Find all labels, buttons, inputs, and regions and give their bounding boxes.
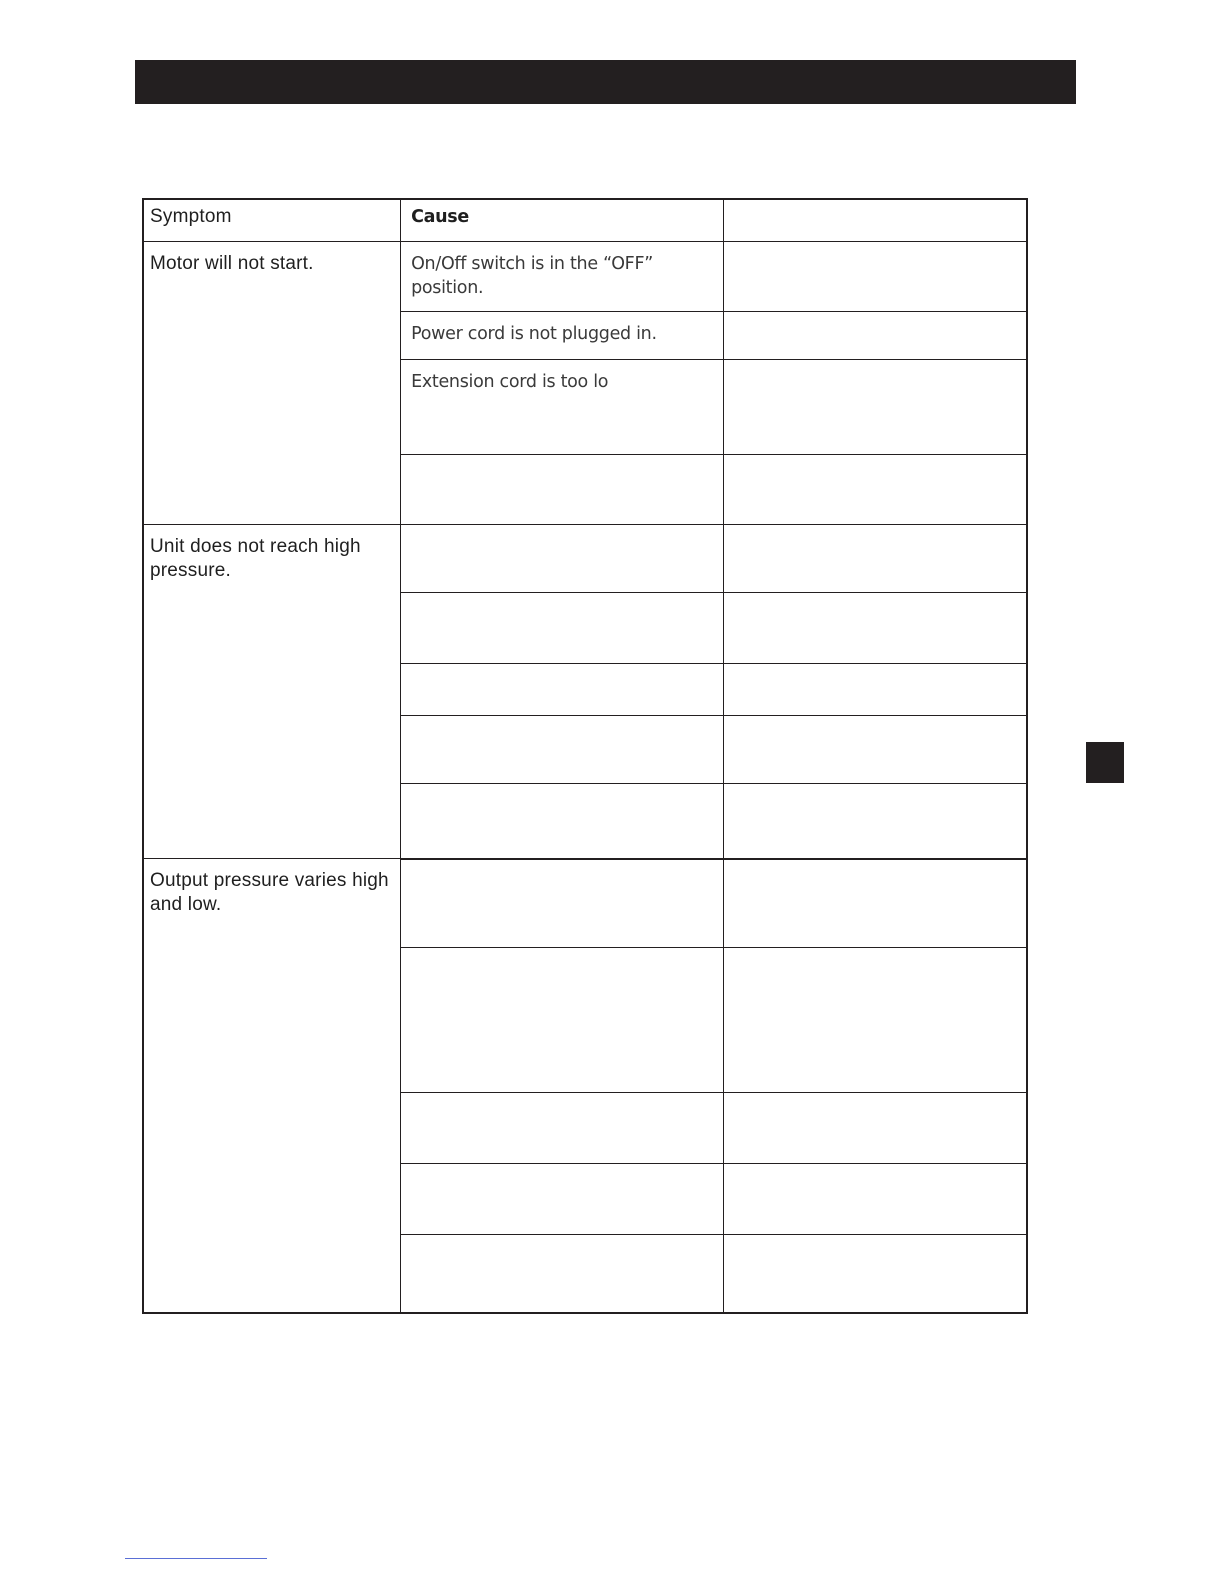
symptom-cell: Motor will not start.	[143, 241, 401, 524]
table-row	[143, 524, 1027, 592]
solution-cell	[723, 663, 1027, 715]
cause-cell	[401, 1093, 724, 1164]
footer-link-underline[interactable]	[125, 1558, 267, 1559]
header-solution	[723, 199, 1027, 241]
solution-cell	[723, 1164, 1027, 1235]
table-header-row	[143, 199, 1027, 241]
table-row	[143, 241, 1027, 311]
cause-cell: On/Off switch is in the “OFF” position.	[401, 241, 724, 311]
solution-cell	[723, 311, 1027, 359]
solution-cell	[723, 241, 1027, 311]
cause-cell	[401, 1235, 724, 1313]
cause-cell	[401, 783, 724, 858]
cause-cell	[401, 663, 724, 715]
section-tab-marker	[1086, 742, 1124, 783]
header-bar	[135, 60, 1076, 104]
symptom-cell: Output pressure varies high and low.	[143, 859, 401, 1313]
cause-cell	[401, 454, 724, 524]
cause-cell	[401, 1164, 724, 1235]
header-cause: Cause	[401, 199, 724, 241]
cause-cell	[401, 524, 724, 592]
cause-cell	[401, 948, 724, 1093]
solution-cell	[723, 1235, 1027, 1313]
troubleshooting-table	[142, 198, 1028, 1314]
solution-cell	[723, 524, 1027, 592]
cause-cell: Power cord is not plugged in.	[401, 311, 724, 359]
cause-cell: Extension cord is too lo	[401, 359, 724, 454]
solution-cell	[723, 592, 1027, 663]
solution-cell	[723, 1093, 1027, 1164]
solution-cell	[723, 783, 1027, 858]
cause-cell	[401, 859, 724, 948]
cause-cell	[401, 715, 724, 783]
solution-cell	[723, 359, 1027, 454]
symptom-cell: Unit does not reach high pressure.	[143, 524, 401, 858]
table-row	[143, 859, 1027, 948]
solution-cell	[723, 948, 1027, 1093]
cause-cell	[401, 592, 724, 663]
solution-cell	[723, 859, 1027, 948]
solution-cell	[723, 454, 1027, 524]
header-symptom: Symptom	[143, 199, 401, 241]
solution-cell	[723, 715, 1027, 783]
